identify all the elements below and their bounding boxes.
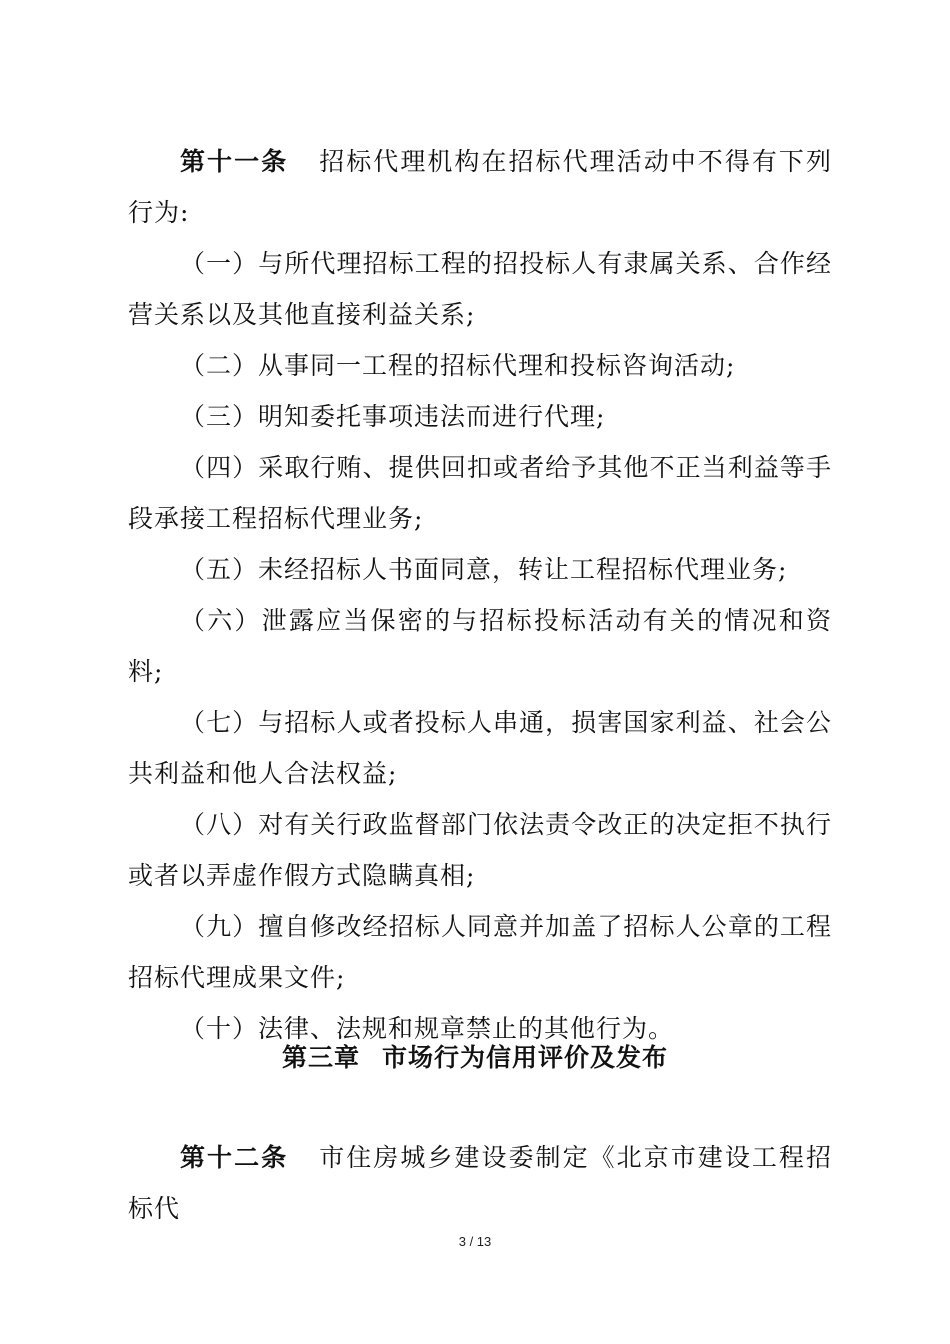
article-12-heading: 第十二条 [180,1143,289,1172]
article-12-paragraph [128,1132,832,1234]
list-item: （七）与招标人或者投标人串通，损害国家利益、社会公共利益和他人合法权益; [128,708,832,788]
list-item: （八）对有关行政监督部门依法责令改正的决定拒不执行或者以弄虚作假方式隐瞒真相; [128,810,832,890]
list-item: （三）明知委托事项违法而进行代理; [180,402,606,431]
list-item: （四）采取行贿、提供回扣或者给予其他不正当利益等手段承接工程招标代理业务; [128,453,832,533]
list-item: （二）从事同一工程的招标代理和投标咨询活动; [180,351,736,380]
list-item: （五）未经招标人书面同意，转让工程招标代理业务; [180,555,788,584]
chapter-heading [0,1032,950,1083]
chapter-number: 第三章 [281,1043,360,1072]
article-11-intro [128,136,832,238]
list-item: （一）与所代理招标工程的招投标人有隶属关系、合作经营关系以及其他直接利益关系; [128,249,832,329]
page-number: 3 / 13 [458,1234,492,1249]
chapter-title: 市场行为信用评价及发布 [382,1043,669,1072]
article-11 [128,136,832,1054]
list-item: （六）泄露应当保密的与招标投标活动有关的情况和资料; [128,606,832,686]
article-11-heading: 第十一条 [180,147,289,176]
article-11-intro-text: 招标代理机构在招标代理活动中不得有下列行为: [128,147,832,227]
list-item: （九）擅自修改经招标人同意并加盖了招标人公章的工程招标代理成果文件; [128,912,832,992]
list-item: （十）法律、法规和规章禁止的其他行为。 [180,1014,675,1043]
article-12 [128,1132,832,1234]
article-12-text: 市住房城乡建设委制定《北京市建设工程招标代 [128,1143,832,1223]
